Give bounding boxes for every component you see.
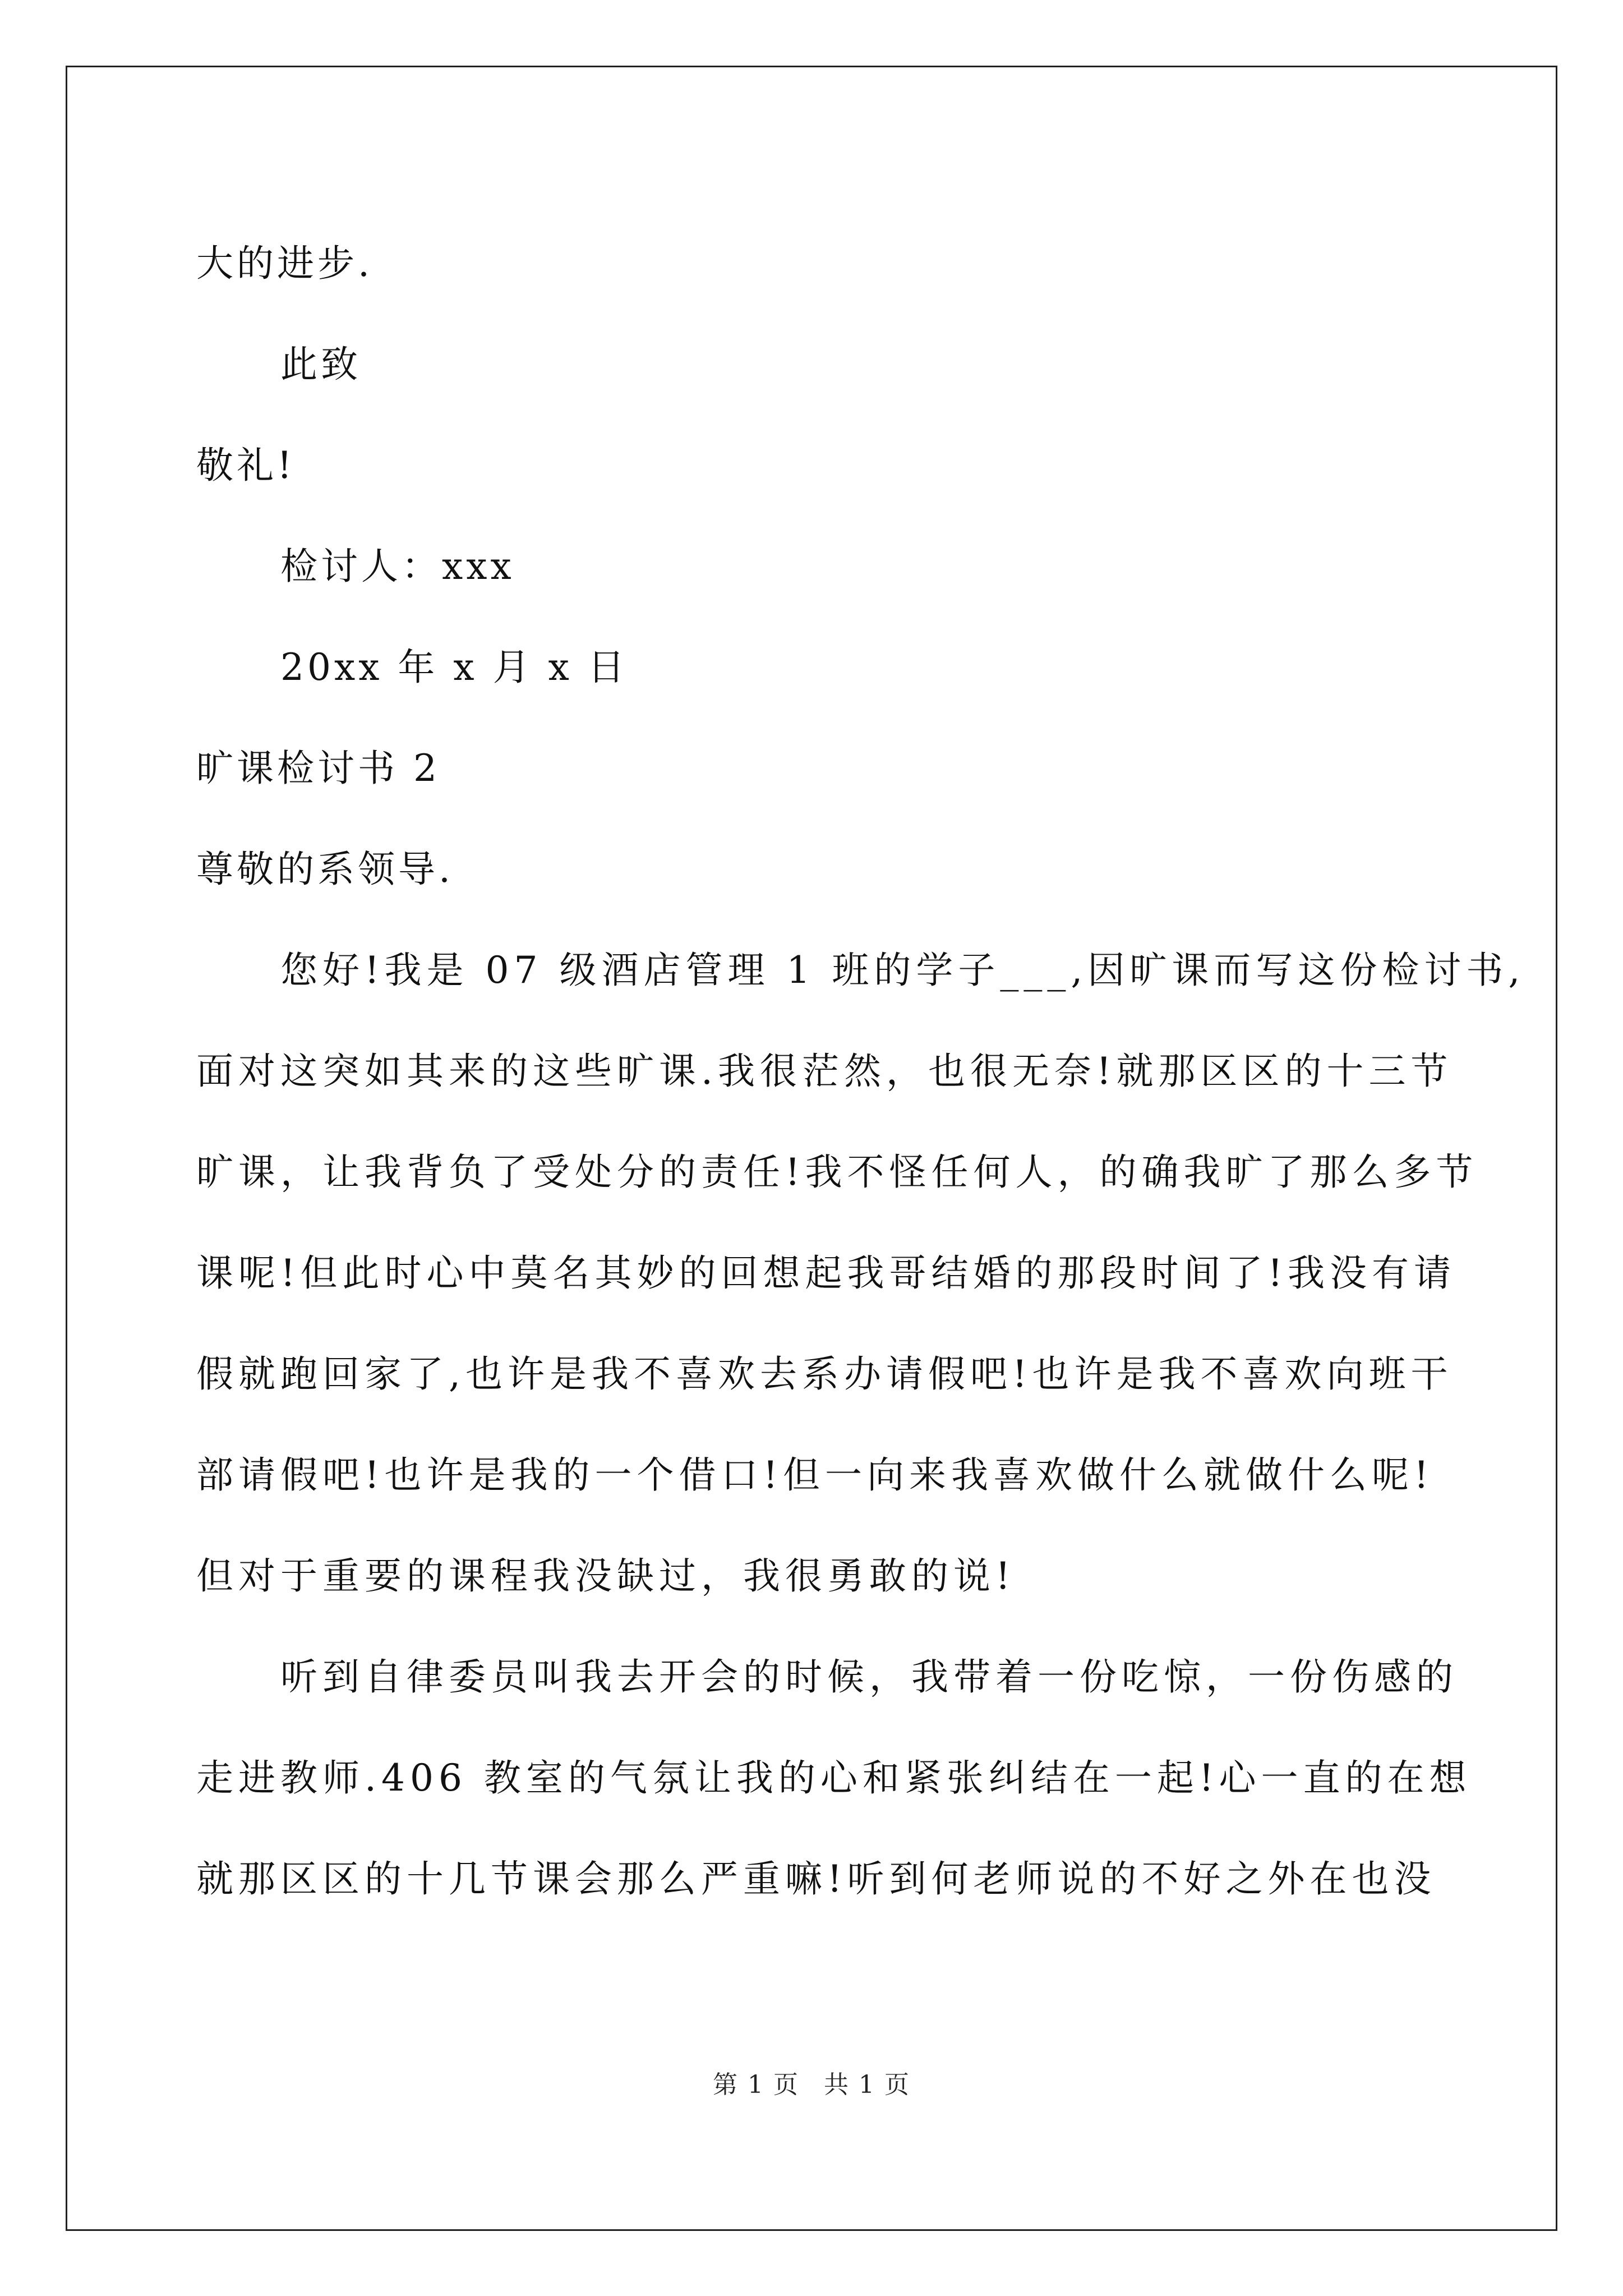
- paragraph-2-line-2: 走进教师.406 教室的气氛让我的心和紧张纠结在一起!心一直的在想: [196, 1756, 1472, 1800]
- paragraph-1-line-7: 但对于重要的课程我没缺过，我很勇敢的说!: [196, 1554, 1016, 1598]
- closing-regards: 敬礼!: [196, 444, 296, 487]
- paragraph-2-line-1: 听到自律委员叫我去开会的时候，我带着一份吃惊，一份伤感的: [280, 1655, 1458, 1699]
- page-number: 第 1 页: [713, 2070, 799, 2099]
- paragraph-1-line-4: 课呢!但此时心中莫名其妙的回想起我哥结婚的那段时间了!我没有请: [196, 1251, 1456, 1295]
- paragraph-1-line-1: 您好!我是 07 级酒店管理 1 班的学子___,因旷课而写这份检讨书,: [280, 949, 1525, 992]
- paragraph-1-line-6: 部请假吧!也许是我的一个借口!但一向来我喜欢做什么就做什么呢!: [196, 1453, 1434, 1497]
- closing-salutation: 此致: [280, 343, 361, 386]
- document-body: [196, 213, 1525, 1930]
- page-total: 共 1 页: [824, 2070, 910, 2099]
- signature-date: 20xx 年 x 月 x 日: [280, 646, 628, 689]
- paragraph-2-line-3: 就那区区的十几节课会那么严重嘛!听到何老师说的不好之外在也没: [196, 1857, 1436, 1901]
- paragraph-1-line-3: 旷课，让我背负了受处分的责任!我不怪任何人，的确我旷了那么多节: [196, 1151, 1478, 1194]
- greeting-line: 尊敬的系领导.: [196, 848, 454, 891]
- paragraph-1-line-2: 面对这突如其来的这些旷课.我很茫然，也很无奈!就那区区的十三节: [196, 1050, 1453, 1093]
- signature-author: 检讨人：xxx: [280, 545, 515, 588]
- paragraph-1-line-5: 假就跑回家了,也许是我不喜欢去系办请假吧!也许是我不喜欢向班干: [196, 1352, 1453, 1396]
- page-footer: [0, 2064, 1623, 2100]
- text-line-1: 大的进步.: [196, 242, 373, 285]
- section-title: 旷课检讨书 2: [196, 747, 440, 790]
